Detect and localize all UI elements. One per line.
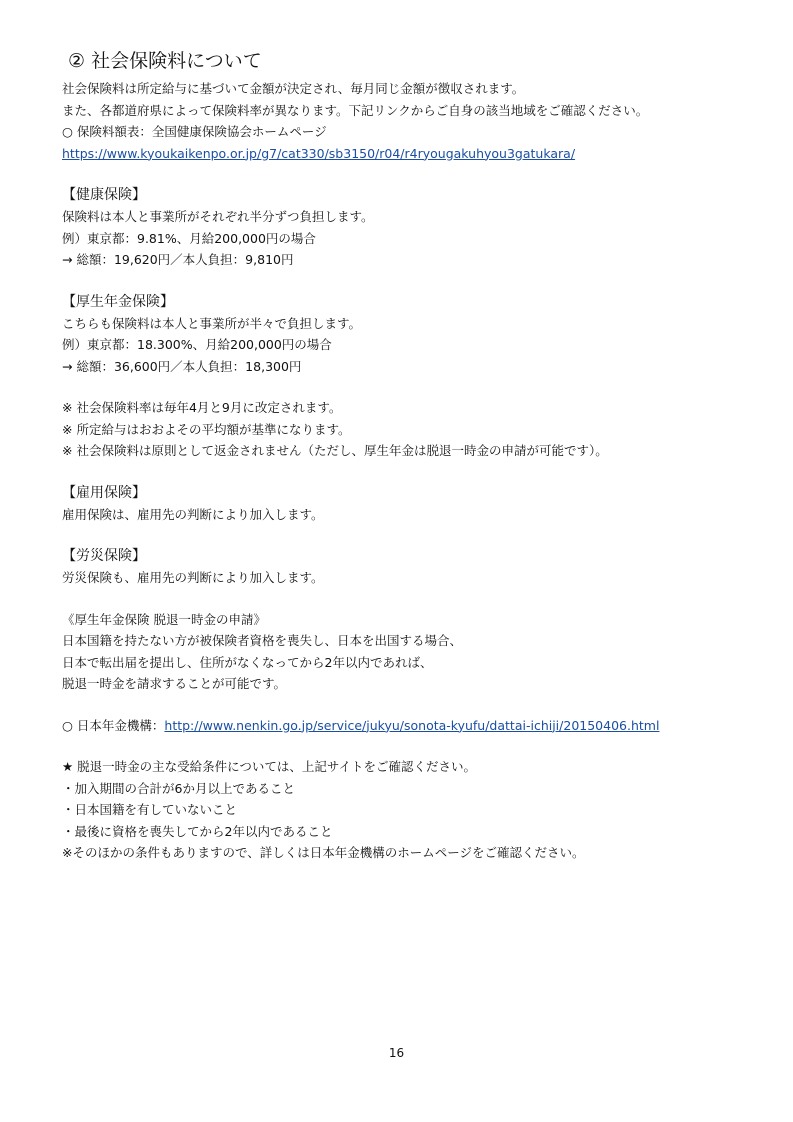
note-line-1: ※ 社会保険料率は毎年4月と9月に改定されます。 bbox=[62, 400, 342, 415]
nenkin-row bbox=[62, 715, 762, 737]
lump-sum-line-2: 日本で転出届を提出し、住所がなくなってから2年以内であれば、 bbox=[62, 654, 433, 670]
intro-line-2: また、各都道府県によって保険料率が異なります。下記リンクからご自身の該当地域をご確認ください。 bbox=[62, 102, 649, 118]
lump-sum-line-3: 脱退一時金を請求することが可能です。 bbox=[62, 676, 287, 691]
conditions-line-4: ・最後に資格を喪失してから2年以内であること bbox=[62, 823, 333, 839]
conditions-line-3: ・日本国籍を有していないこと bbox=[62, 802, 238, 817]
note-line-2: ※ 所定給与はおおよその平均額が基準になります。 bbox=[62, 421, 351, 437]
pension-line-1: こちらも保険料は本人と事業所が半々で負担します。 bbox=[62, 315, 362, 331]
pension-line-3: → 総額：36,600円／本人負担：18,300円 bbox=[62, 358, 302, 374]
kyoukaikenpo-link[interactable]: https://www.kyoukaikenpo.or.jp/g7/cat330/sb3150/r04/r4ryougakuhyou3gatukara/ bbox=[62, 145, 576, 161]
conditions-line-1: ★ 脱退一時金の主な受給条件については、上記サイトをご確認ください。 bbox=[62, 759, 477, 774]
health-insurance-heading: 【健康保険】 bbox=[62, 187, 146, 203]
conditions-line-2: ・加入期間の合計が6か月以上であること bbox=[62, 780, 295, 796]
health-line-2: 例）東京都：9.81%、月給200,000円の場合 bbox=[62, 230, 316, 246]
health-line-1: 保険料は本人と事業所がそれぞれ半分ずつ負担します。 bbox=[62, 209, 374, 224]
employment-line-1: 雇用保険は、雇用先の判断により加入します。 bbox=[62, 506, 324, 522]
document-page bbox=[62, 48, 762, 864]
lump-sum-line-1: 日本国籍を持たない方が被保険者資格を喪失し、日本を出国する場合、 bbox=[62, 633, 463, 648]
page-number: 16 bbox=[388, 1046, 405, 1060]
pension-line-2: 例）東京都：18.300%、月給200,000円の場合 bbox=[62, 337, 332, 352]
conditions-line-5: ※そのほかの条件もありますので、詳しくは日本年金機構のホームページをご確認ください。 bbox=[62, 845, 585, 860]
accident-insurance-heading: 【労災保険】 bbox=[62, 548, 146, 564]
health-line-3: → 総額：19,620円／本人負担：9,810円 bbox=[62, 252, 294, 267]
intro-line-3: ○ 保険料額表：全国健康保険協会ホームページ bbox=[62, 124, 327, 139]
accident-line-1: 労災保険も、雇用先の判断により加入します。 bbox=[62, 570, 324, 585]
section-title: ② 社会保険料について bbox=[68, 50, 262, 72]
intro-line-1: 社会保険料は所定給与に基づいて金額が決定され、毎月同じ金額が徴収されます。 bbox=[62, 81, 525, 96]
nenkin-label: ○ 日本年金機構： bbox=[62, 717, 165, 733]
pension-heading: 【厚生年金保険】 bbox=[62, 293, 174, 310]
lump-sum-heading: 《厚生年金保険 脱退一時金の申請》 bbox=[62, 611, 266, 627]
note-line-3: ※ 社会保険料は原則として返金されません（ただし、厚生年金は脱退一時金の申請が可能です）。 bbox=[62, 443, 608, 458]
employment-insurance-heading: 【雇用保険】 bbox=[62, 484, 146, 501]
nenkin-link[interactable]: http://www.nenkin.go.jp/service/jukyu/sonota-kyufu/dattai-ichiji/20150406.html bbox=[164, 717, 660, 733]
